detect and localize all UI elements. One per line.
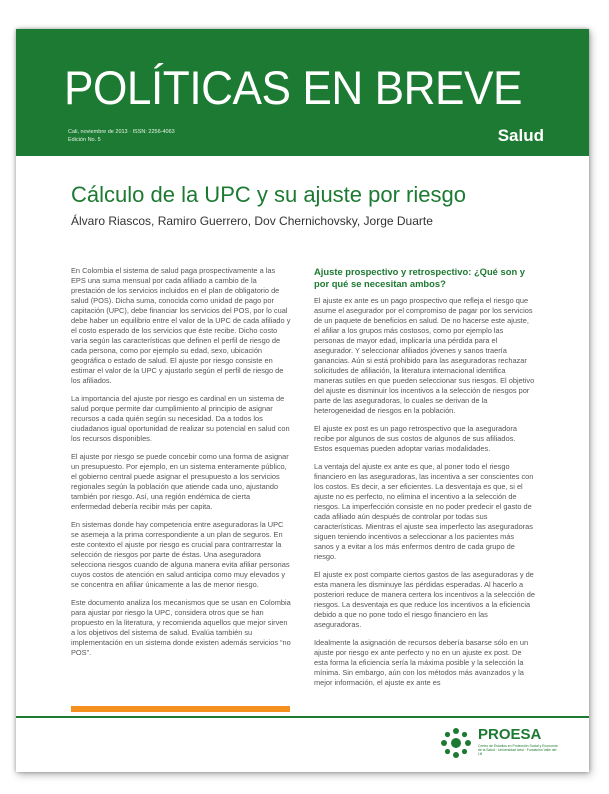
publication-meta <box>68 128 175 144</box>
article-authors: Álvaro Riascos, Ramiro Guerrero, Dov Chernichovsky, Jorge Duarte <box>71 214 433 228</box>
section-heading: Ajuste prospectivo y retrospectivo: ¿Qué son y por qué se necesitan ambos? <box>314 266 525 289</box>
footer-divider <box>16 716 589 718</box>
paragraph: En sistemas donde hay competencia entre aseguradoras la UPC se asemeja a la prima correspondiente a un plan de seguros. En este contexto el ajuste por riesgo es crucial para contrarrestar la selección de riesgos por parte de éstas. Una aseguradora selecciona riesgos cuando de alguna manera evita afiliar personas cuyos costos de atención en salud anticipa como muy elevados y se concentra en afiliar únicamente a las de menor riesgo. <box>71 520 290 589</box>
masthead <box>16 29 589 156</box>
accent-bar <box>71 706 290 712</box>
paragraph: En Colombia el sistema de salud paga prospectivamente a las EPS una suma mensual por cada afiliado a cambio de la prestación de los servicios incluidos en el plan de obligatorio de salud (POS). Dicha suma, conocida como unidad de pago por capitación (UPC), debe financiar los servicios del POS, por lo cual debe haber un equilibrio entre el valor de la UPC de cada afiliado y el costo esperado de los servicios que éste recibe. Dicho costo varía según las características que definen el perfil de riesgo de cada persona, como por ejemplo su edad, sexo, ubicación geográfica o estado de salud. El ajuste por riesgo consiste en estimar el valor de la UPC y ajustarlo según el perfil de riesgo de los afiliados. <box>71 266 291 385</box>
proesa-emblem-icon <box>439 726 473 760</box>
proesa-logo <box>439 726 558 766</box>
paragraph: El ajuste ex ante es un pago prospectivo que refleja el riesgo que asume el asegurador por el compromiso de pagar por los servicios de un paquete de beneficios en salud. De no hacerse este ajuste, el afiliar a los grupos más costosos, como por ejemplo las personas de mayor edad, implicaría una pérdida para el asegurador. Y seleccionar afiliados jóvenes y sanos traería ganancias. Aún si está prohibido para las aseguradoras rechazar solicitudes de afiliación, la literatura internacional identifica maneras sutiles en que pueden seleccionar sus riesgos. El objetivo del ajuste es disminuir los incentivos a la selección de riesgos por parte de las aseguradoras, lo cuales se derivan de la heterogeneidad de riesgos en la población. <box>314 296 535 415</box>
paragraph: Este documento analiza los mecanismos que se usan en Colombia para ajustar por riesgo la UPC, considera otros que se han propuesto en la literatura, y recomienda aquellos que mejor sirven a los objetivos del sistema de salud. Evalúa también su implementación en un sistema donde existen además servicios “no POS”. <box>71 598 291 657</box>
logo-tagline: Centro de Estudios en Protección Social y Economía de la Salud · Universidad Icesi · Fundación Valle del Lili <box>478 744 558 757</box>
paragraph: El ajuste ex post comparte ciertos gastos de las aseguradoras y de esta manera les disminuye las pérdidas esperadas. Al hacerlo a posteriori reduce de manera certera los incentivos a la selección de riesgos. La desventaja es que reduce los incentivos a la eficiencia debido a que no pone todo el riesgo financiero en las aseguradoras. <box>314 570 536 629</box>
logo-wordmark: PROESA <box>478 726 542 743</box>
section-label: Salud <box>497 126 544 145</box>
article-title: Cálculo de la UPC y su ajuste por riesgo <box>71 182 466 207</box>
paragraph: Idealmente la asignación de recursos debería basarse sólo en un ajuste por riesgo ex ante perfecto y no en un ajuste ex post. De esta forma la eficiencia sería la máxima posible y la selección la mínima. Sin embargo, aún con los métodos más avanzados y la mejor información, el ajuste ex ante es <box>314 638 529 687</box>
paragraph: La importancia del ajuste por riesgo es cardinal en un sistema de salud porque permite dar cumplimiento al principio de asignar recursos a cada quién según su necesidad. Da a todos los ciudadanos igual oportunidad de realizar su potencial en salud con los recursos disponibles. <box>71 394 290 443</box>
paragraph: La ventaja del ajuste ex ante es que, al poner todo el riesgo financiero en las aseguradoras, las incentiva a ser conscientes con los costos. Es decir, a ser eficientes. La desventaja es que, si el ajuste no es perfecto, no elimina el incentivo a la selección de riesgos. La imperfección consiste en no poder predecir el gasto de cada afiliado aún después de controlar por todas sus características. Mientras el ajuste sea imperfecto las aseguradoras siguen teniendo incentivos a seleccionar a los pacientes más sanos y a evitar a los más enfermos dentro de cada grupo de riesgo. <box>314 462 534 561</box>
paragraph: El ajuste por riesgo se puede concebir como una forma de asignar un presupuesto. Por ejemplo, en un sistema enteramente público, el gobierno central puede asignar el presupuesto a los servicios regionales según la población que atiende cada uno, ajustando también por riesgo. Así, una región endémica de cierta enfermedad debería recibir más per capita. <box>71 452 289 511</box>
publication-title: POLÍTICAS EN BREVE <box>64 61 523 114</box>
issue-date-issn: Cali, noviembre de 2013 · ISSN: 2256-4063 <box>68 129 175 135</box>
paragraph: El ajuste ex post es un pago retrospectivo que la aseguradora recibe por algunos de sus costos de algunos de sus afiliados. Estos esquemas pueden adoptar varias modalidades. <box>314 424 517 453</box>
left-column <box>71 266 291 666</box>
right-column <box>314 266 535 696</box>
edition-number: Edición No. 5 <box>68 137 101 143</box>
document-page <box>16 29 589 772</box>
